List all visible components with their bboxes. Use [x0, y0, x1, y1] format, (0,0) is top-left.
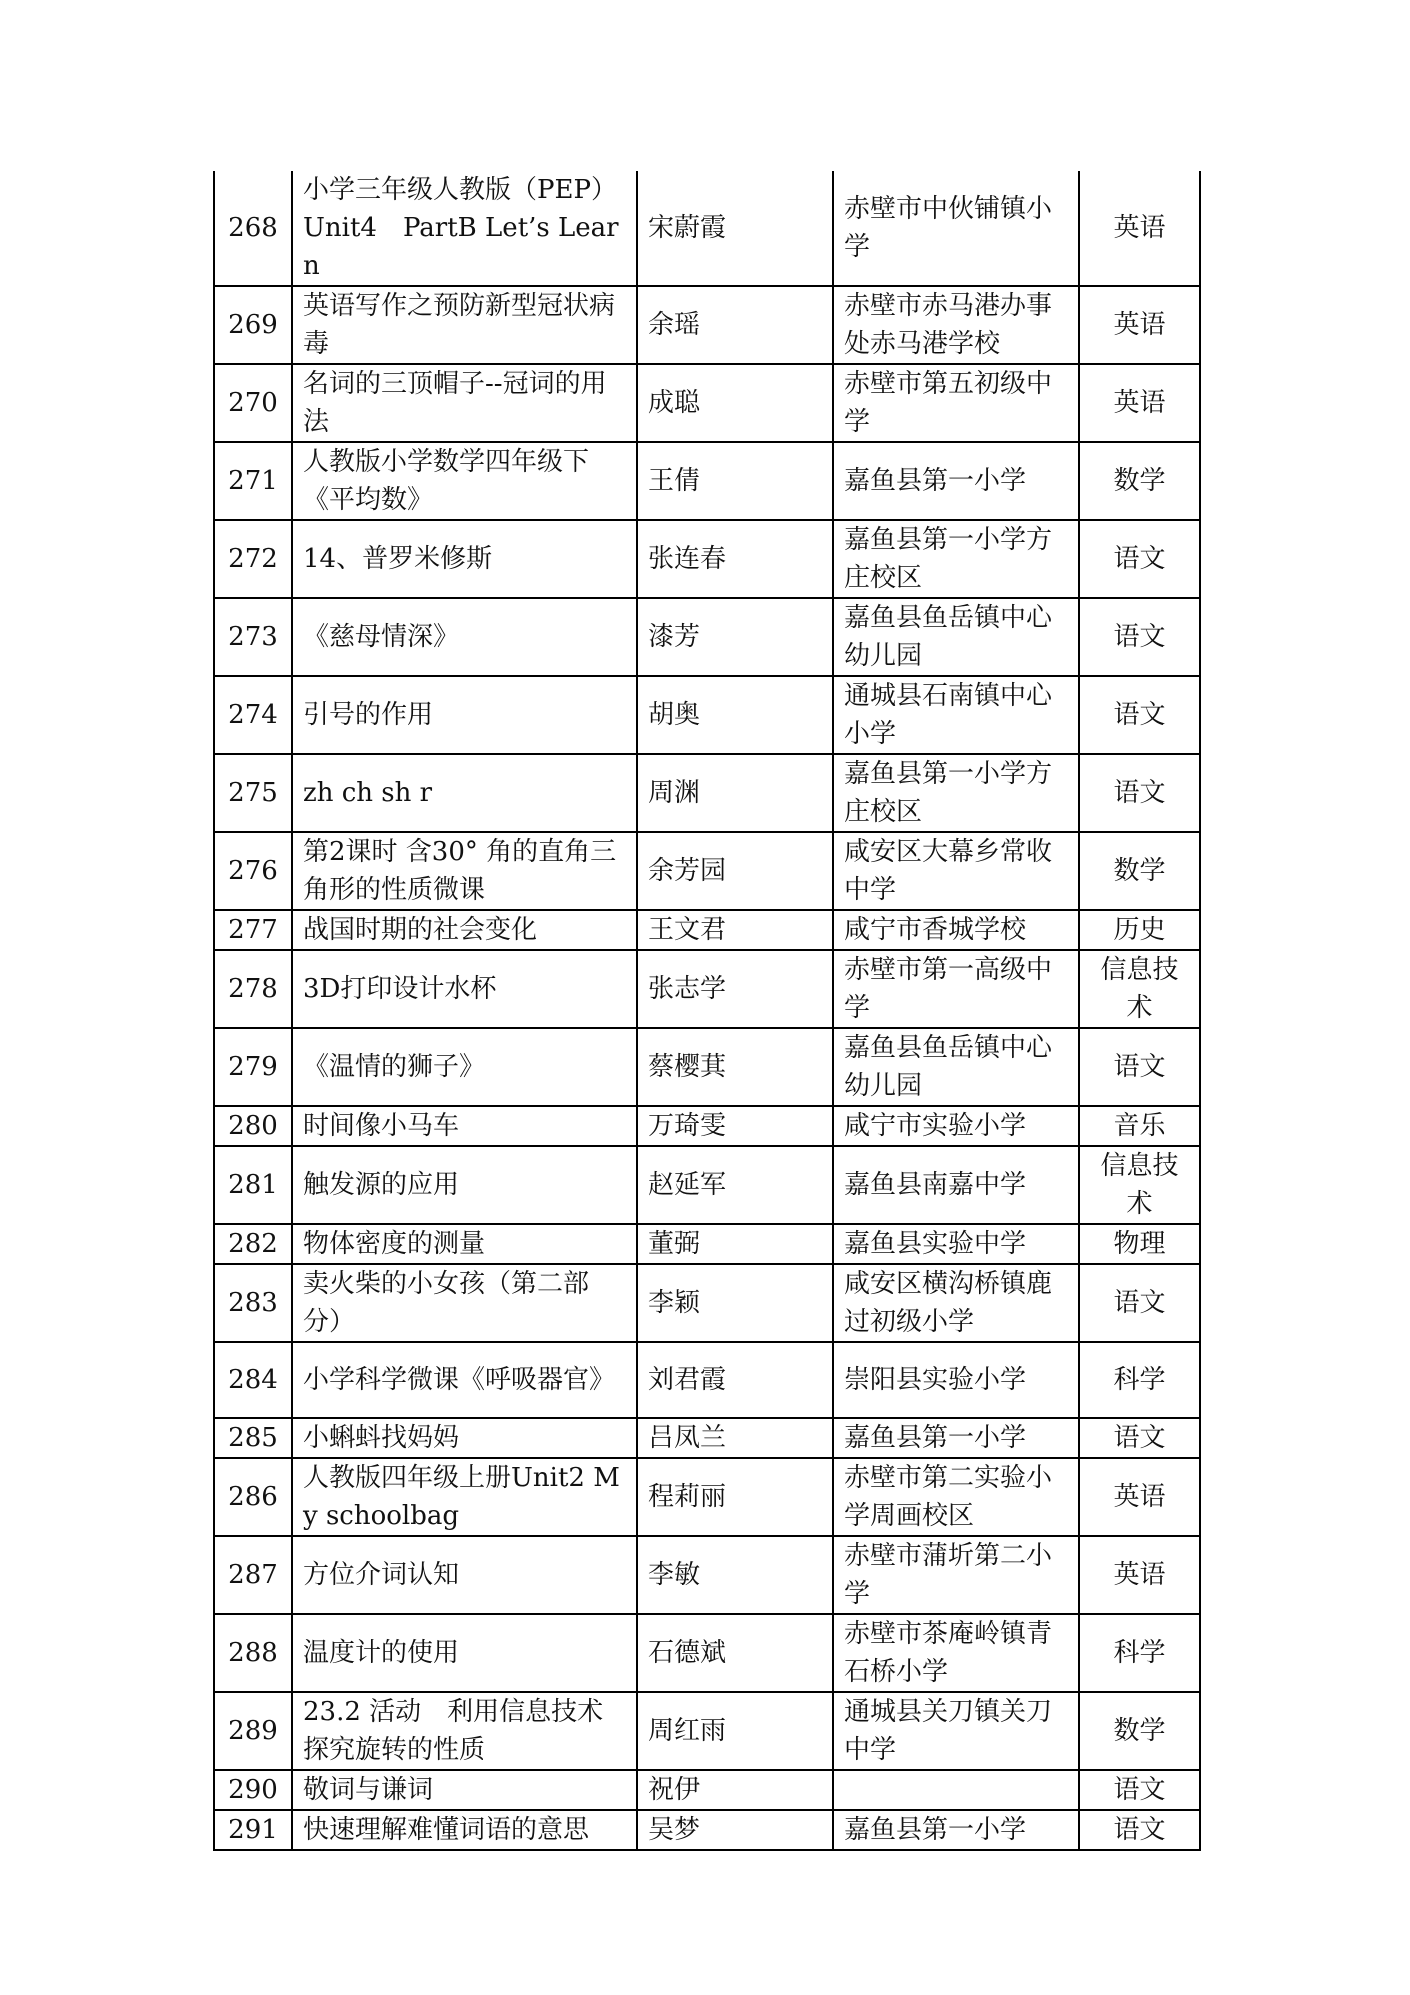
teacher-name: 王文君 — [637, 910, 833, 950]
subject: 信息技术 — [1079, 1146, 1200, 1224]
table-row — [214, 1614, 1200, 1692]
school-name: 赤壁市第一高级中学 — [833, 950, 1079, 1028]
table-row — [214, 1810, 1200, 1850]
lesson-title: 时间像小马车 — [292, 1106, 637, 1146]
row-number: 282 — [214, 1224, 292, 1264]
micro-lesson-table — [213, 171, 1201, 1851]
row-number: 268 — [214, 171, 292, 286]
row-number: 269 — [214, 286, 292, 364]
row-number: 286 — [214, 1458, 292, 1536]
lesson-title: 《慈母情深》 — [292, 598, 637, 676]
lesson-title: 小蝌蚪找妈妈 — [292, 1418, 637, 1458]
lesson-title: zh ch sh r — [292, 754, 637, 832]
teacher-name: 周渊 — [637, 754, 833, 832]
school-name: 咸宁市香城学校 — [833, 910, 1079, 950]
school-name: 赤壁市赤马港办事处赤马港学校 — [833, 286, 1079, 364]
subject: 英语 — [1079, 1458, 1200, 1536]
lesson-title: 温度计的使用 — [292, 1614, 637, 1692]
row-number: 279 — [214, 1028, 292, 1106]
row-number: 272 — [214, 520, 292, 598]
subject: 语文 — [1079, 1028, 1200, 1106]
teacher-name: 刘君霞 — [637, 1342, 833, 1418]
lesson-title: 小学三年级人教版（PEP）Unit4 PartB Let’s Learn — [292, 171, 637, 286]
school-name — [833, 1770, 1079, 1810]
row-number: 274 — [214, 676, 292, 754]
lesson-title: 触发源的应用 — [292, 1146, 637, 1224]
subject: 英语 — [1079, 364, 1200, 442]
lesson-title: 14、普罗米修斯 — [292, 520, 637, 598]
lesson-title: 3D打印设计水杯 — [292, 950, 637, 1028]
teacher-name: 宋蔚霞 — [637, 171, 833, 286]
subject: 英语 — [1079, 286, 1200, 364]
row-number: 278 — [214, 950, 292, 1028]
school-name: 嘉鱼县实验中学 — [833, 1224, 1079, 1264]
subject: 语文 — [1079, 1264, 1200, 1342]
row-number: 287 — [214, 1536, 292, 1614]
subject: 信息技术 — [1079, 950, 1200, 1028]
table-row — [214, 1106, 1200, 1146]
teacher-name: 李敏 — [637, 1536, 833, 1614]
row-number: 289 — [214, 1692, 292, 1770]
table-row — [214, 910, 1200, 950]
row-number: 288 — [214, 1614, 292, 1692]
teacher-name: 漆芳 — [637, 598, 833, 676]
teacher-name: 祝伊 — [637, 1770, 833, 1810]
table-row — [214, 442, 1200, 520]
teacher-name: 蔡樱萁 — [637, 1028, 833, 1106]
school-name: 赤壁市中伙铺镇小学 — [833, 171, 1079, 286]
row-number: 284 — [214, 1342, 292, 1418]
row-number: 283 — [214, 1264, 292, 1342]
subject: 科学 — [1079, 1614, 1200, 1692]
school-name: 嘉鱼县鱼岳镇中心幼儿园 — [833, 1028, 1079, 1106]
row-number: 281 — [214, 1146, 292, 1224]
school-name: 咸安区大幕乡常收中学 — [833, 832, 1079, 910]
teacher-name: 石德斌 — [637, 1614, 833, 1692]
subject: 语文 — [1079, 520, 1200, 598]
lesson-title: 引号的作用 — [292, 676, 637, 754]
row-number: 280 — [214, 1106, 292, 1146]
row-number: 290 — [214, 1770, 292, 1810]
lesson-title: 物体密度的测量 — [292, 1224, 637, 1264]
table-row — [214, 1028, 1200, 1106]
table-row — [214, 1770, 1200, 1810]
subject: 物理 — [1079, 1224, 1200, 1264]
subject: 语文 — [1079, 1810, 1200, 1850]
row-number: 273 — [214, 598, 292, 676]
teacher-name: 吕凤兰 — [637, 1418, 833, 1458]
lesson-title: 23.2 活动 利用信息技术探究旋转的性质 — [292, 1692, 637, 1770]
lesson-title: 卖火柴的小女孩（第二部分） — [292, 1264, 637, 1342]
row-number: 277 — [214, 910, 292, 950]
subject: 数学 — [1079, 832, 1200, 910]
table-row — [214, 1418, 1200, 1458]
table-row — [214, 754, 1200, 832]
school-name: 赤壁市第五初级中学 — [833, 364, 1079, 442]
teacher-name: 张志学 — [637, 950, 833, 1028]
teacher-name: 董弼 — [637, 1224, 833, 1264]
school-name: 赤壁市蒲圻第二小学 — [833, 1536, 1079, 1614]
school-name: 嘉鱼县第一小学 — [833, 442, 1079, 520]
table-row — [214, 1224, 1200, 1264]
row-number: 291 — [214, 1810, 292, 1850]
teacher-name: 吴梦 — [637, 1810, 833, 1850]
lesson-title: 战国时期的社会变化 — [292, 910, 637, 950]
school-name: 嘉鱼县第一小学方庄校区 — [833, 754, 1079, 832]
row-number: 271 — [214, 442, 292, 520]
school-name: 赤壁市茶庵岭镇青石桥小学 — [833, 1614, 1079, 1692]
subject: 音乐 — [1079, 1106, 1200, 1146]
table-row — [214, 1146, 1200, 1224]
table-row — [214, 832, 1200, 910]
table-row — [214, 1458, 1200, 1536]
teacher-name: 周红雨 — [637, 1692, 833, 1770]
subject: 英语 — [1079, 1536, 1200, 1614]
table-row — [214, 1692, 1200, 1770]
table-row — [214, 1264, 1200, 1342]
subject: 语文 — [1079, 1770, 1200, 1810]
table-row — [214, 1536, 1200, 1614]
school-name: 咸安区横沟桥镇鹿过初级小学 — [833, 1264, 1079, 1342]
school-name: 嘉鱼县南嘉中学 — [833, 1146, 1079, 1224]
subject: 语文 — [1079, 676, 1200, 754]
lesson-title: 方位介词认知 — [292, 1536, 637, 1614]
school-name: 通城县石南镇中心小学 — [833, 676, 1079, 754]
school-name: 崇阳县实验小学 — [833, 1342, 1079, 1418]
subject: 数学 — [1079, 1692, 1200, 1770]
school-name: 嘉鱼县第一小学 — [833, 1418, 1079, 1458]
table-row — [214, 364, 1200, 442]
lesson-title: 人教版四年级上册Unit2 My schoolbag — [292, 1458, 637, 1536]
teacher-name: 胡奥 — [637, 676, 833, 754]
subject: 语文 — [1079, 598, 1200, 676]
school-name: 嘉鱼县第一小学方庄校区 — [833, 520, 1079, 598]
teacher-name: 余瑶 — [637, 286, 833, 364]
table-row — [214, 520, 1200, 598]
teacher-name: 李颖 — [637, 1264, 833, 1342]
school-name: 通城县关刀镇关刀中学 — [833, 1692, 1079, 1770]
subject: 语文 — [1079, 754, 1200, 832]
teacher-name: 张连春 — [637, 520, 833, 598]
teacher-name: 万琦雯 — [637, 1106, 833, 1146]
school-name: 咸宁市实验小学 — [833, 1106, 1079, 1146]
school-name: 赤壁市第二实验小学周画校区 — [833, 1458, 1079, 1536]
table-row — [214, 171, 1200, 286]
row-number: 270 — [214, 364, 292, 442]
lesson-title: 敬词与谦词 — [292, 1770, 637, 1810]
lesson-title: 第2课时 含30° 角的直角三角形的性质微课 — [292, 832, 637, 910]
lesson-title: 人教版小学数学四年级下《平均数》 — [292, 442, 637, 520]
teacher-name: 赵延军 — [637, 1146, 833, 1224]
subject: 科学 — [1079, 1342, 1200, 1418]
lesson-title: 名词的三顶帽子--冠词的用法 — [292, 364, 637, 442]
table-row — [214, 1342, 1200, 1418]
row-number: 276 — [214, 832, 292, 910]
table-row — [214, 286, 1200, 364]
lesson-title: 英语写作之预防新型冠状病毒 — [292, 286, 637, 364]
table-row — [214, 676, 1200, 754]
row-number: 275 — [214, 754, 292, 832]
table-row — [214, 950, 1200, 1028]
row-number: 285 — [214, 1418, 292, 1458]
teacher-name: 程莉丽 — [637, 1458, 833, 1536]
subject: 数学 — [1079, 442, 1200, 520]
teacher-name: 余芳园 — [637, 832, 833, 910]
teacher-name: 王倩 — [637, 442, 833, 520]
lesson-title: 《温情的狮子》 — [292, 1028, 637, 1106]
subject: 英语 — [1079, 171, 1200, 286]
table-body — [214, 171, 1200, 1850]
table-row — [214, 598, 1200, 676]
subject: 历史 — [1079, 910, 1200, 950]
lesson-title: 小学科学微课《呼吸器官》 — [292, 1342, 637, 1418]
teacher-name: 成聪 — [637, 364, 833, 442]
school-name: 嘉鱼县第一小学 — [833, 1810, 1079, 1850]
school-name: 嘉鱼县鱼岳镇中心幼儿园 — [833, 598, 1079, 676]
subject: 语文 — [1079, 1418, 1200, 1458]
lesson-title: 快速理解难懂词语的意思 — [292, 1810, 637, 1850]
